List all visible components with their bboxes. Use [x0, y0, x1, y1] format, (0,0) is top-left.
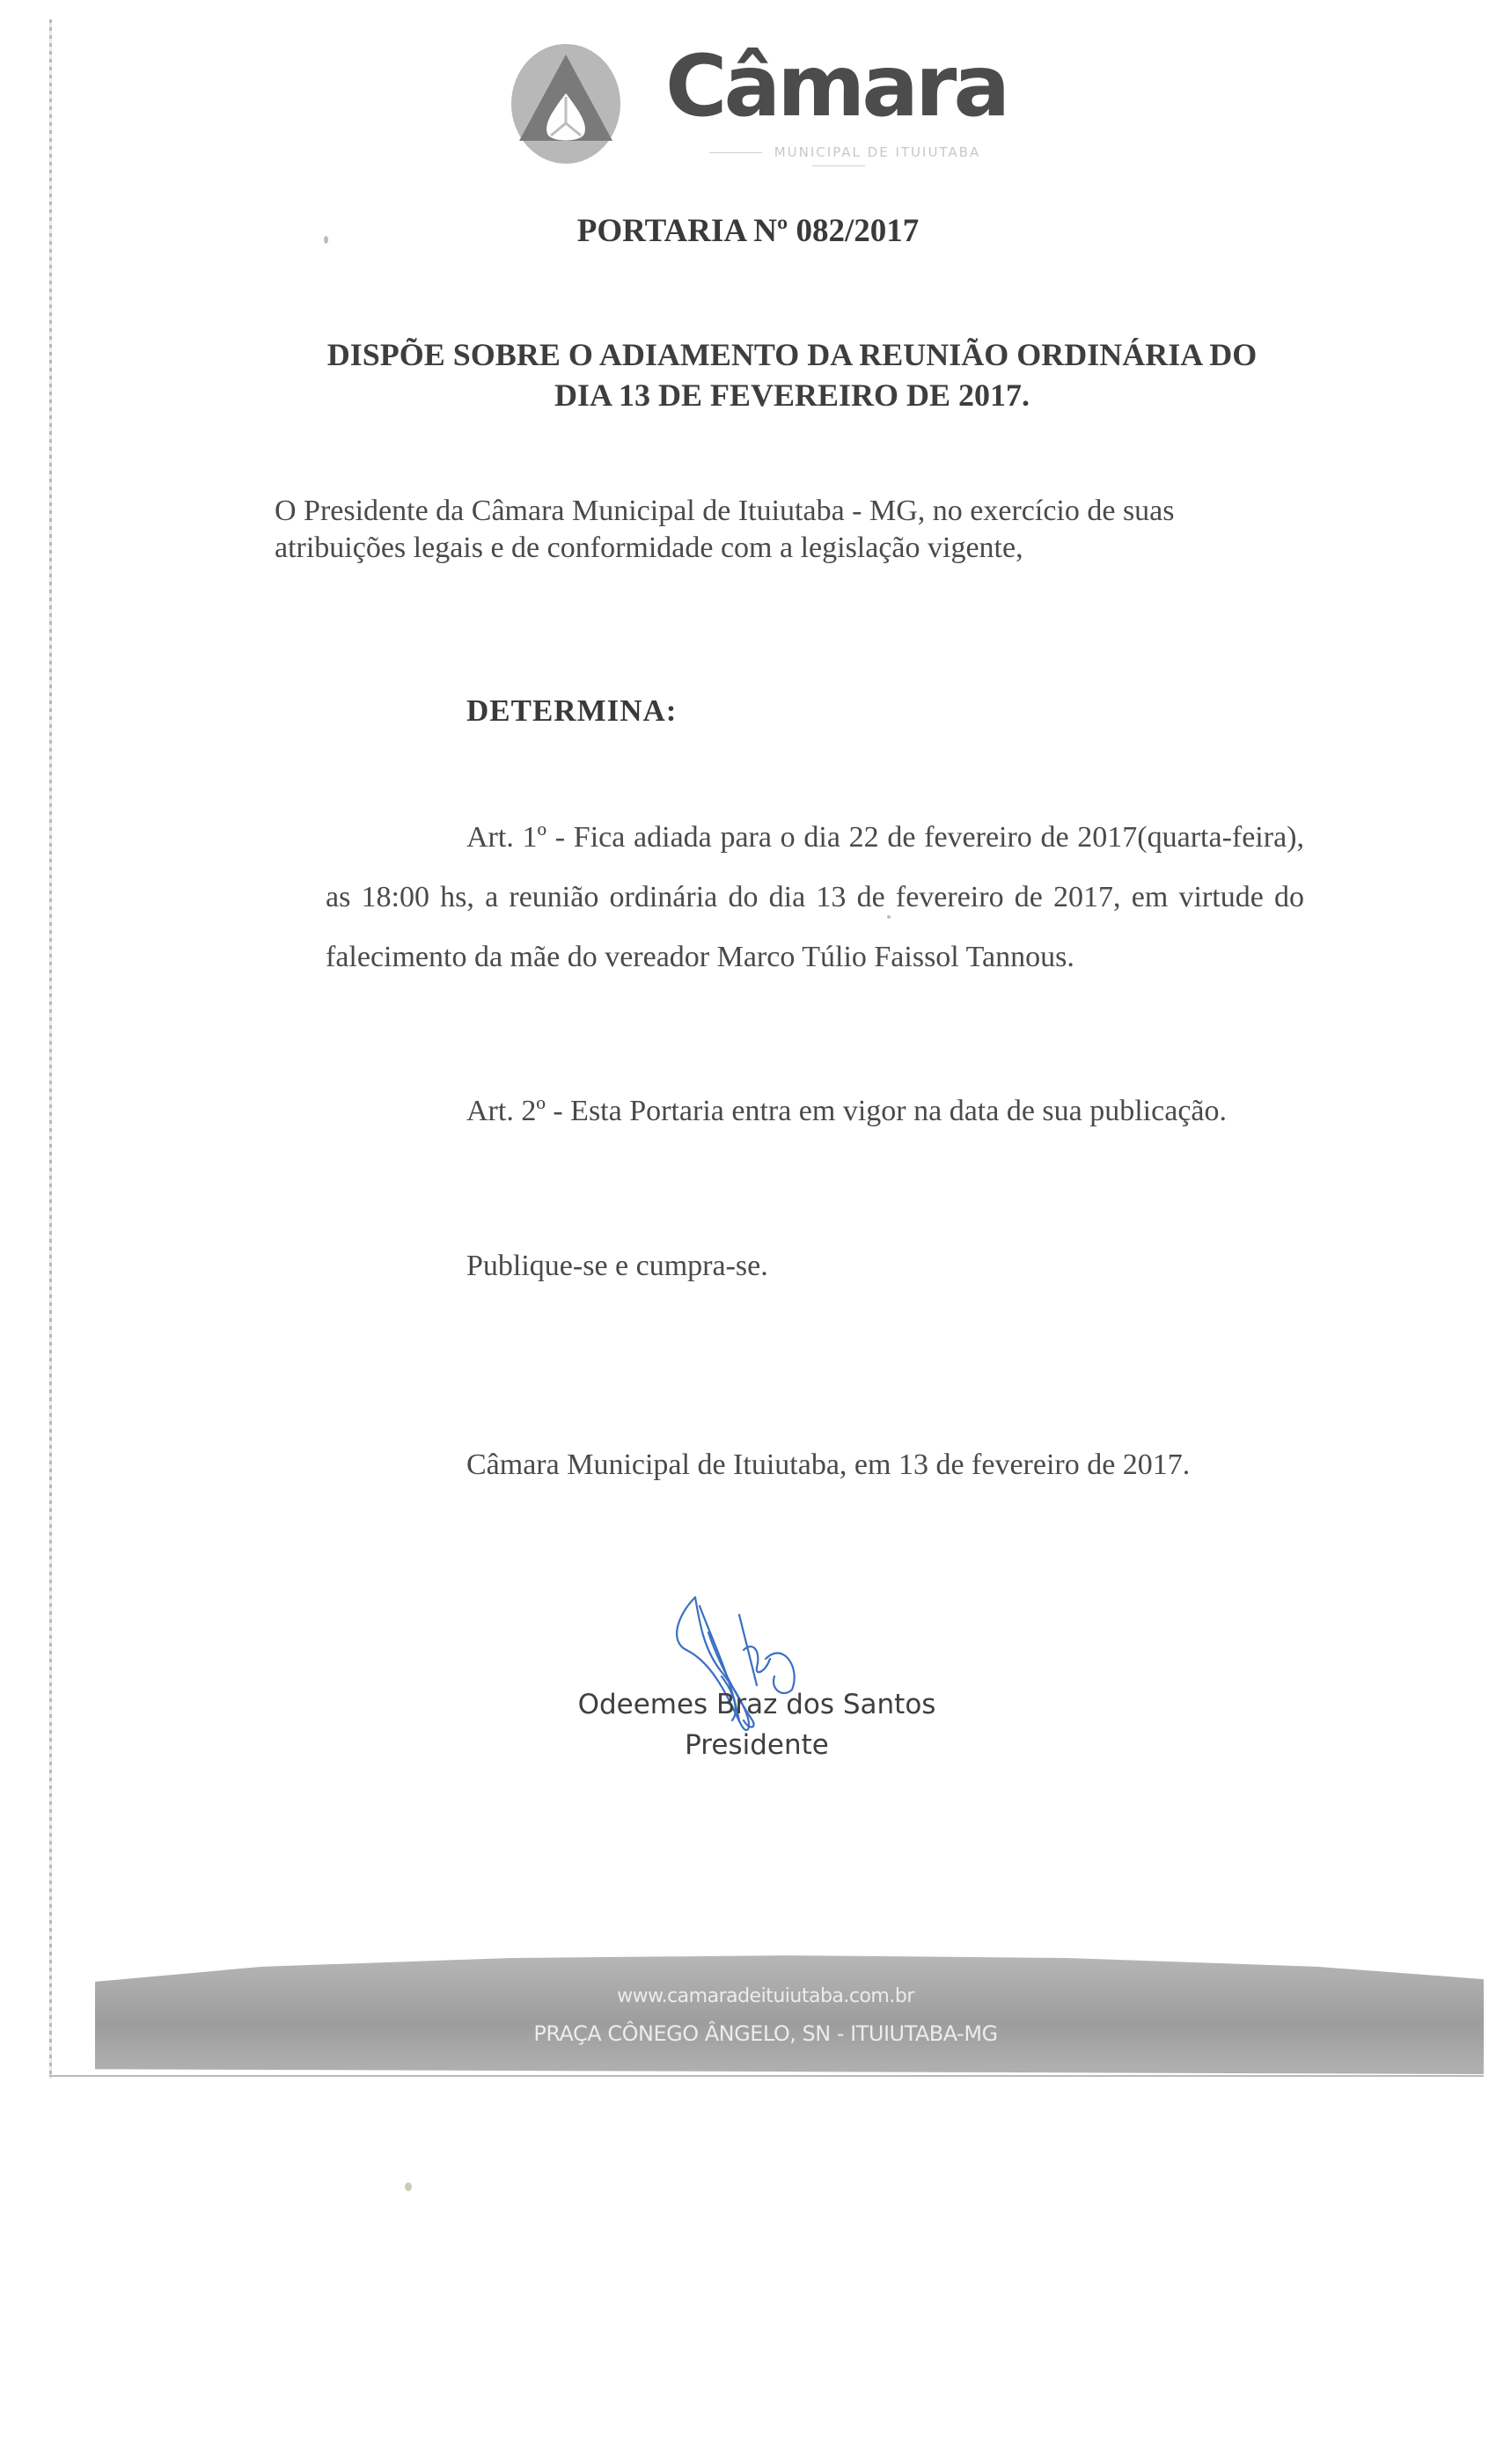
scan-edge-bottom — [49, 2075, 1484, 2077]
signer-name: Odeemes Braz dos Santos — [577, 1689, 936, 1720]
footer-address: PRAÇA CÔNEGO ÂNGELO, SN - ITUIUTABA-MG — [533, 2021, 998, 2046]
logo-wordmark: Câmara — [665, 37, 1008, 136]
camara-logo — [509, 37, 1008, 165]
footer-band — [95, 1949, 1484, 2074]
intro-paragraph: O Presidente da Câmara Municipal de Ituiutaba - MG, no exercício de suas atribuições legais e de conformidade com a legislação vigente, — [275, 495, 1175, 564]
logo-subtitle: MUNICIPAL DE ITUIUTABA — [676, 146, 1001, 172]
closing-statement: Publique-se e cumpra-se. — [466, 1250, 768, 1282]
footer-website: www.camaradeituiutaba.com.br — [617, 1985, 914, 2007]
subject-line-2: DIA 13 DE FEVEREIRO DE 2017. — [554, 378, 1030, 413]
document-subject — [264, 334, 1320, 415]
document-title: PORTARIA Nº 082/2017 — [576, 213, 920, 249]
determina-heading: DETERMINA: — [466, 693, 678, 728]
triangle-in-circle-emblem-icon — [509, 42, 623, 165]
scan-speck — [405, 2182, 412, 2191]
scan-edge-left — [49, 19, 52, 2079]
place-and-date: Câmara Municipal de Ituiutaba, em 13 de fevereiro de 2017. — [466, 1448, 1191, 1481]
signer-role: Presidente — [685, 1729, 829, 1761]
subject-line-1: DISPÕE SOBRE O ADIAMENTO DA REUNIÃO ORDINÁRIA DO — [326, 337, 1258, 372]
article-2: Art. 2º - Esta Portaria entra em vigor na data de sua publicação. — [466, 1095, 1227, 1127]
article-1: Art. 1º - Fica adiada para o dia 22 de fevereiro de 2017(quarta-feira), as 18:00 hs, a reunião ordinária do dia 13 de fevereiro de 2017, em virtude do falecimento da mãe do vereador Marco Túlio Faissol Tannous. — [326, 821, 1304, 973]
